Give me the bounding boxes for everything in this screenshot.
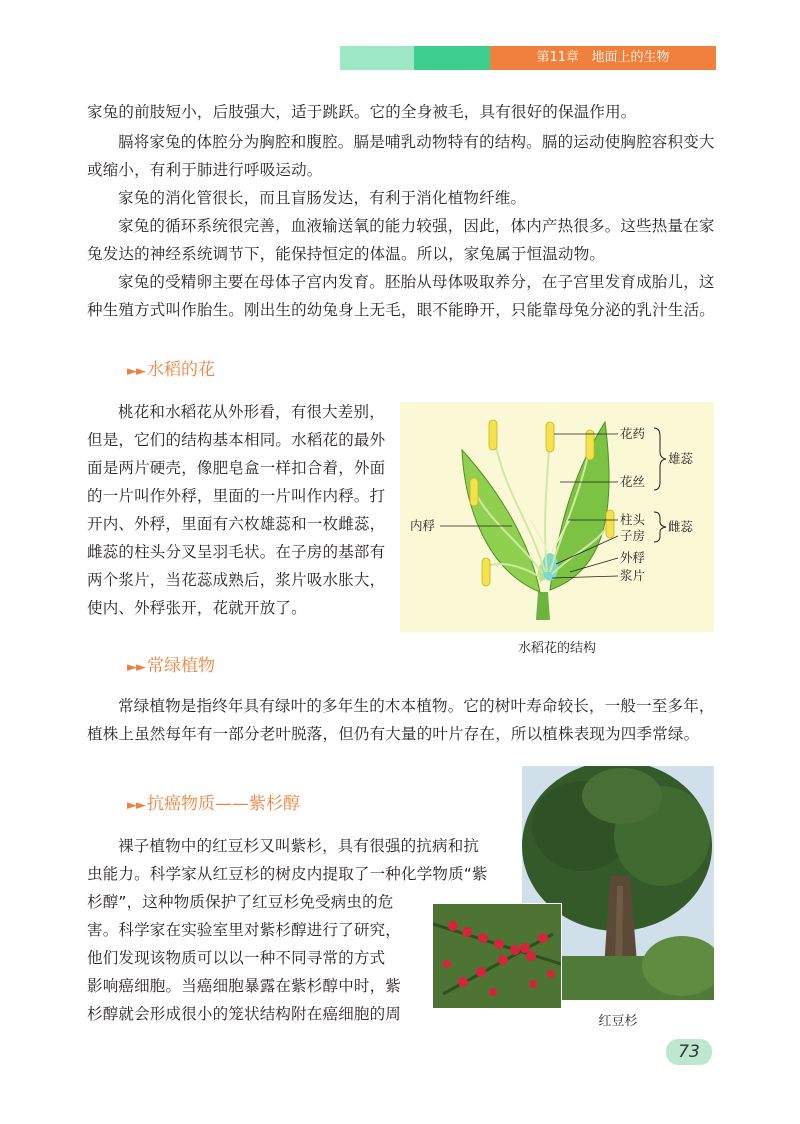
text-line: 害。科学家在实验室里对紫杉醇进行了研究， xyxy=(87,921,402,939)
paragraph-evergreen: 常绿植物是指终年具有绿叶的多年生的木本植物。它的树叶寿命较长，一般一至多年，植株上虽然每年有一部分老叶脱落，但仍有大量的叶片存在，所以植株表现为四季常绿。 xyxy=(87,697,715,743)
paragraph-rabbit-limbs: 家兔的前肢短小，后肢强大，适于跳跃。它的全身被毛，具有很好的保温作用。 xyxy=(87,103,637,121)
label-palea: 内稃 xyxy=(410,518,436,533)
section-title: 抗癌物质——紫杉醇 xyxy=(147,794,300,814)
section-heading-rice-flower xyxy=(127,358,215,384)
stem-shape xyxy=(536,592,550,620)
label-ovary: 子房 xyxy=(620,528,646,543)
header-bar-light xyxy=(340,46,414,70)
text-line: 影响癌细胞。当癌细胞暴露在紫杉醇中时，紫 xyxy=(87,977,402,995)
label-stigma: 柱头 xyxy=(620,512,646,527)
pistil-brace xyxy=(654,512,666,542)
section-heading-evergreen xyxy=(127,654,215,680)
heading-arrow-icon: ►► xyxy=(127,798,145,813)
chapter-title: 地面上的生物 xyxy=(591,50,670,65)
paragraph-reproduction: 家兔的受精卵主要在母体子宫内发育。胚胎从母体吸取养分，在子宫里发育成胎儿，这种生殖方式叫作胎生。刚出生的幼兔身上无毛，眼不能睁开，只能靠母兔分泌的乳汁生活。 xyxy=(87,273,716,319)
yew-berries-photo xyxy=(432,903,562,1009)
paragraph-digestion: 家兔的消化管很长，而且盲肠发达，有利于消化植物纤维。 xyxy=(118,189,527,207)
paragraph-circulation: 家兔的循环系统很完善，血液输送氧的能力较强，因此，体内产热很多。这些热量在家兔发达的神经系统调节下，能保持恒定的体温。所以，家兔属于恒温动物。 xyxy=(87,217,715,263)
header-bar-green xyxy=(414,46,490,70)
section-heading-taxol xyxy=(127,792,300,818)
yew-berries-image xyxy=(433,904,561,1008)
label-filament: 花丝 xyxy=(620,474,646,489)
heading-arrow-icon: ►► xyxy=(127,660,145,675)
stamen-brace xyxy=(654,428,666,490)
label-stamen: 雄蕊 xyxy=(668,451,694,466)
lemma-shape xyxy=(550,422,609,590)
photo-caption-yew: 红豆杉 xyxy=(598,1014,638,1029)
chapter-number: 第11章 xyxy=(536,50,580,65)
figure-caption-rice-flower: 水稻花的结构 xyxy=(517,641,596,656)
paragraph-rice-flower: 桃花和水稻花从外形看，有很大差别，但是，它们的结构基本相同。水稻花的最外面是两片硬壳，像肥皂盒一样扣合着，外面的一片叫作外稃，里面的一片叫作内稃。打开内、外稃，里面有六枚雄蕊和一枚雌蕊，雌蕊的柱头分叉呈羽毛状。在子房的基部有两个浆片，当花蕊成熟后，浆片吸水胀大，使内、外稃张开，花就开放了。 xyxy=(87,403,386,617)
label-lemma: 外稃 xyxy=(620,550,646,565)
text-line: 裸子植物中的红豆杉又叫紫杉，具有很强的抗病和抗 xyxy=(118,837,480,855)
heading-arrow-icon: ►► xyxy=(127,364,145,379)
rice-flower-illustration xyxy=(400,402,714,632)
label-pistil: 雌蕊 xyxy=(668,519,694,534)
text-line: 虫能力。科学家从红豆杉的树皮内提取了一种化学物质“紫 xyxy=(87,865,488,883)
rice-flower-diagram xyxy=(400,402,714,632)
text-line: 杉醇”，这种物质保护了红豆杉免受病虫的危 xyxy=(87,893,394,911)
paragraph-diaphragm: 膈将家兔的体腔分为胸腔和腹腔。膈是哺乳动物特有的结构。膈的运动使胸腔容积变大或缩小，有利于肺进行呼吸运动。 xyxy=(87,133,715,179)
label-lodicule: 浆片 xyxy=(620,568,646,583)
label-anther: 花药 xyxy=(620,426,646,441)
chapter-header xyxy=(490,46,716,70)
text-line: 他们发现该物质可以以一种不同寻常的方式 xyxy=(87,949,386,967)
section-title: 水稻的花 xyxy=(147,360,215,380)
text-line: 杉醇就会形成很小的笼状结构附在癌细胞的周 xyxy=(87,1005,402,1023)
section-title: 常绿植物 xyxy=(147,656,215,676)
page-number: 73 xyxy=(666,1039,712,1065)
